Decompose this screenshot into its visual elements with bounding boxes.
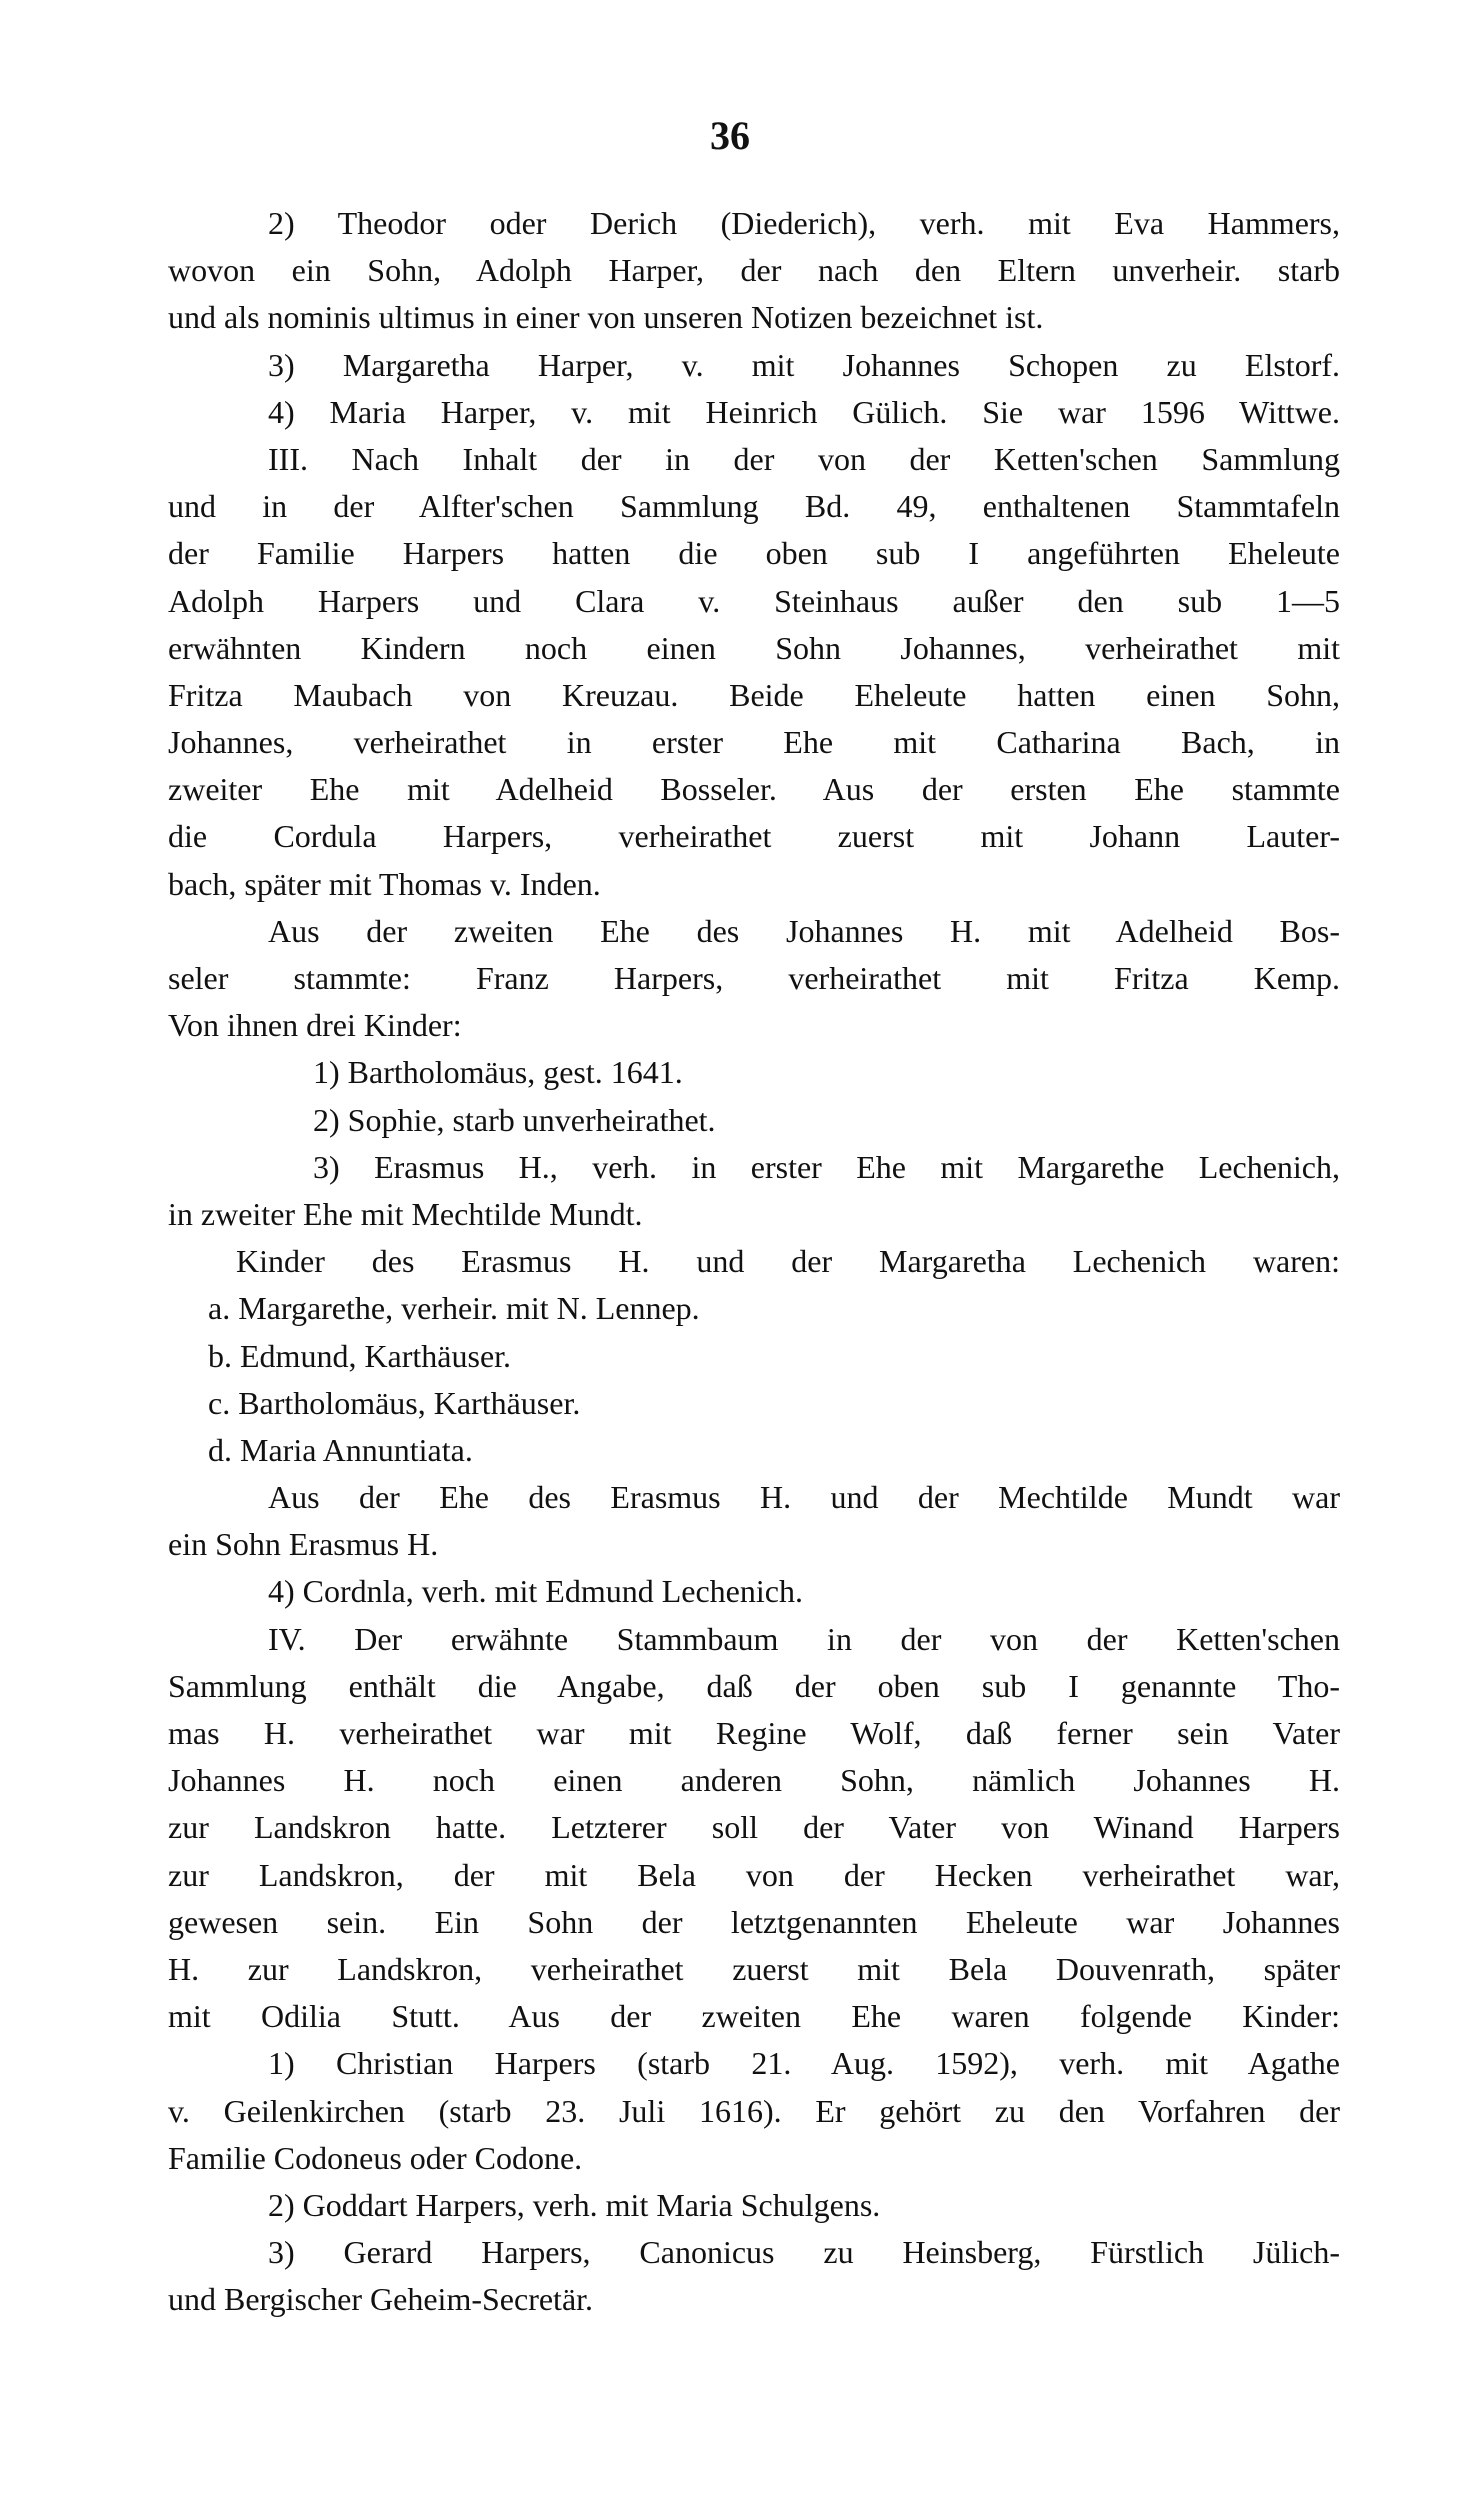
text-line: d. Maria Annuntiata.: [208, 1431, 473, 1468]
text-line: gewesen sein. Ein Sohn der letztgenannten Eheleute war Johannes: [168, 1903, 1340, 1940]
text-line: v. Geilenkirchen (starb 23. Juli 1616). Er gehört zu den Vorfahren der: [168, 2092, 1340, 2129]
text-line: 3) Erasmus H., verh. in erster Ehe mit Margarethe Lechenich,: [313, 1148, 1340, 1185]
text-line: Sammlung enthält die Angabe, daß der oben sub I genannte Tho-: [168, 1667, 1340, 1704]
text-line: Von ihnen drei Kinder:: [168, 1007, 462, 1044]
text-line: 4) Cordnla, verh. mit Edmund Lechenich.: [268, 1573, 803, 1610]
text-line: 2) Goddart Harpers, verh. mit Maria Schulgens.: [268, 2186, 881, 2223]
text-line: 3) Gerard Harpers, Canonicus zu Heinsberg, Fürstlich Jülich-: [268, 2234, 1340, 2271]
text-line: 1) Bartholomäus, gest. 1641.: [313, 1054, 683, 1091]
text-line: 4) Maria Harper, v. mit Heinrich Gülich. Sie war 1596 Wittwe.: [268, 393, 1340, 430]
text-line: Familie Codoneus oder Codone.: [168, 2139, 583, 2176]
text-line: Adolph Harpers und Clara v. Steinhaus außer den sub 1—5: [168, 582, 1340, 619]
page-number: 36: [710, 113, 750, 158]
text-line: bach, später mit Thomas v. Inden.: [168, 865, 601, 902]
text-line: zweiter Ehe mit Adelheid Bosseler. Aus der ersten Ehe stammte: [168, 771, 1340, 808]
text-line: Johannes, verheirathet in erster Ehe mit Catharina Bach, in: [168, 724, 1340, 761]
text-line: 2) Sophie, starb unverheirathet.: [313, 1101, 716, 1138]
text-line: wovon ein Sohn, Adolph Harper, der nach den Eltern unverheir. starb: [168, 252, 1340, 289]
text-line: und Bergischer Geheim-Secretär.: [168, 2281, 594, 2318]
text-line: a. Margarethe, verheir. mit N. Lennep.: [208, 1290, 700, 1327]
text-line: 3) Margaretha Harper, v. mit Johannes Schopen zu Elstorf.: [268, 346, 1340, 383]
text-line: Fritza Maubach von Kreuzau. Beide Eheleute hatten einen Sohn,: [168, 676, 1340, 713]
text-line: H. zur Landskron, verheirathet zuerst mit Bela Douvenrath, später: [168, 1950, 1340, 1987]
text-line: erwähnten Kindern noch einen Sohn Johannes, verheirathet mit: [168, 629, 1340, 666]
text-line: seler stammte: Franz Harpers, verheirathet mit Fritza Kemp.: [168, 960, 1340, 996]
text-line: 2) Theodor oder Derich (Diederich), verh. mit Eva Hammers,: [268, 205, 1340, 241]
text-line: 1) Christian Harpers (starb 21. Aug. 1592), verh. mit Agathe: [268, 2045, 1340, 2082]
text-line: ein Sohn Erasmus H.: [168, 1526, 439, 1563]
text-line: mit Odilia Stutt. Aus der zweiten Ehe waren folgende Kinder:: [168, 1998, 1340, 2035]
text-line: in zweiter Ehe mit Mechtilde Mundt.: [168, 1195, 643, 1232]
text-line: Aus der zweiten Ehe des Johannes H. mit Adelheid Bos-: [268, 912, 1340, 949]
text-line: IV. Der erwähnte Stammbaum in der von der Ketten'schen: [268, 1620, 1340, 1657]
text-line: die Cordula Harpers, verheirathet zuerst mit Johann Lauter-: [168, 818, 1340, 855]
text-line: zur Landskron, der mit Bela von der Hecken verheirathet war,: [168, 1856, 1340, 1893]
text-line: Aus der Ehe des Erasmus H. und der Mechtilde Mundt war: [268, 1479, 1340, 1516]
body-text: [168, 200, 1340, 2323]
text-line: und in der Alfter'schen Sammlung Bd. 49, enthaltenen Stammtafeln: [168, 488, 1340, 525]
text-line: c. Bartholomäus, Karthäuser.: [208, 1384, 581, 1421]
text-line: mas H. verheirathet war mit Regine Wolf, daß ferner sein Vater: [168, 1715, 1340, 1751]
text-line: der Familie Harpers hatten die oben sub I angeführten Eheleute: [168, 535, 1340, 572]
text-line: b. Edmund, Karthäuser.: [208, 1337, 512, 1374]
text-line: Kinder des Erasmus H. und der Margaretha Lechenich waren:: [236, 1243, 1340, 1280]
text-line: III. Nach Inhalt der in der von der Ketten'schen Sammlung: [268, 440, 1340, 477]
text-line: und als nominis ultimus in einer von unseren Notizen bezeichnet ist.: [168, 299, 1044, 336]
text-line: zur Landskron hatte. Letzterer soll der Vater von Winand Harpers: [168, 1809, 1340, 1846]
text-line: Johannes H. noch einen anderen Sohn, nämlich Johannes H.: [168, 1762, 1340, 1799]
